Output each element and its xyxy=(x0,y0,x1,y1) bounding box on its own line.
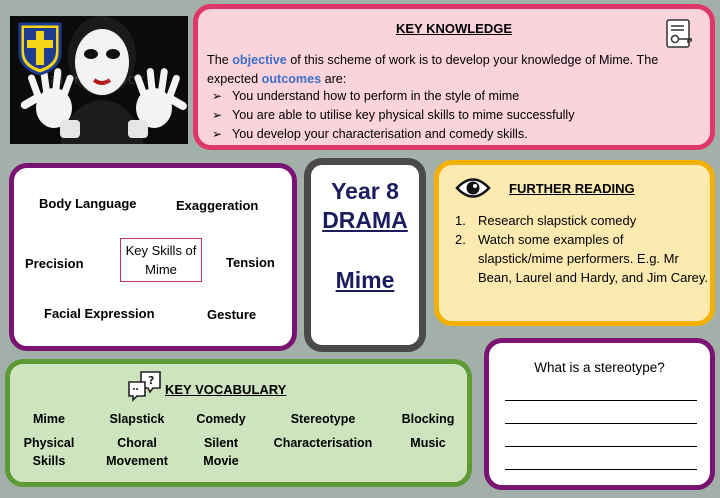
item-text: Watch some examples of slapstick/mime performers. E.g. Mr Bean, Laurel and Hardy, and Jim Carey. xyxy=(478,232,709,285)
outcome-item: ➢ You are able to utilise key physical skills to mime successfully xyxy=(212,106,575,125)
watermark: alamy stock xyxy=(50,72,146,88)
answer-line[interactable] xyxy=(505,423,697,424)
reading-list xyxy=(451,211,711,287)
outcome-item: ➢ You understand how to perform in the style of mime xyxy=(212,87,575,106)
answer-line[interactable] xyxy=(505,400,697,401)
outcomes-word: outcomes xyxy=(261,72,322,86)
skill-body-language: Body Language xyxy=(39,196,137,211)
further-reading-title: FURTHER READING xyxy=(509,181,635,196)
svg-text:?: ? xyxy=(148,374,155,387)
item-number: 1. xyxy=(455,213,466,228)
reading-item xyxy=(451,230,711,287)
key-vocabulary-panel xyxy=(5,359,472,487)
item-text: Research slapstick comedy xyxy=(478,213,637,228)
stereotype-panel xyxy=(484,338,715,490)
key-knowledge-panel xyxy=(193,4,715,150)
answer-line[interactable] xyxy=(505,469,697,470)
vocab-word: Physical Skills xyxy=(23,436,75,468)
vocab-word: Stereotype xyxy=(290,412,356,426)
reading-item xyxy=(451,211,711,230)
skill-facial-expression: Facial Expression xyxy=(44,306,155,321)
answer-line[interactable] xyxy=(505,446,697,447)
vocab-word: Blocking xyxy=(401,412,455,426)
school-crest-icon xyxy=(18,22,62,76)
vocab-word: Music xyxy=(410,436,446,450)
chat-question-icon xyxy=(127,370,163,402)
skill-exaggeration: Exaggeration xyxy=(176,198,259,213)
item-number: 2. xyxy=(455,232,466,247)
vocab-word: Choral Movement xyxy=(106,436,168,468)
vocab-word: Silent Movie xyxy=(203,436,239,468)
key-skills-label: Key Skills of Mime xyxy=(120,238,202,282)
title-card xyxy=(304,158,426,352)
outcomes-list xyxy=(212,87,575,144)
intro-text-2: of this scheme of work is to develop your knowledge of Mime. The expected xyxy=(207,53,659,86)
intro-text-1: The xyxy=(207,53,233,67)
eye-icon xyxy=(455,175,491,201)
year-label: Year 8 xyxy=(331,178,399,204)
vocab-word: Mime xyxy=(33,412,65,426)
skill-gesture: Gesture xyxy=(207,307,257,322)
stereotype-question: What is a stereotype? xyxy=(534,360,665,375)
further-reading-panel xyxy=(434,160,715,326)
key-knowledge-title: KEY KNOWLEDGE xyxy=(395,21,513,36)
vocab-word: Characterisation xyxy=(273,436,373,450)
intro-text-3: are: xyxy=(321,72,347,86)
key-skills-panel xyxy=(9,163,297,351)
objective-word: objective xyxy=(232,53,287,67)
topic-label: Mime xyxy=(335,267,395,293)
document-key-icon xyxy=(664,18,696,50)
skill-precision: Precision xyxy=(25,256,84,271)
mime-photo xyxy=(10,16,188,144)
vocab-word: Slapstick xyxy=(109,412,165,426)
subject-label: DRAMA xyxy=(322,207,408,233)
key-vocabulary-title: KEY VOCABULARY xyxy=(165,382,287,397)
outcome-item: ➢ You develop your characterisation and comedy skills. xyxy=(212,125,575,144)
vocab-word: Comedy xyxy=(196,412,246,426)
skill-tension: Tension xyxy=(226,255,275,270)
key-knowledge-intro xyxy=(207,51,697,89)
